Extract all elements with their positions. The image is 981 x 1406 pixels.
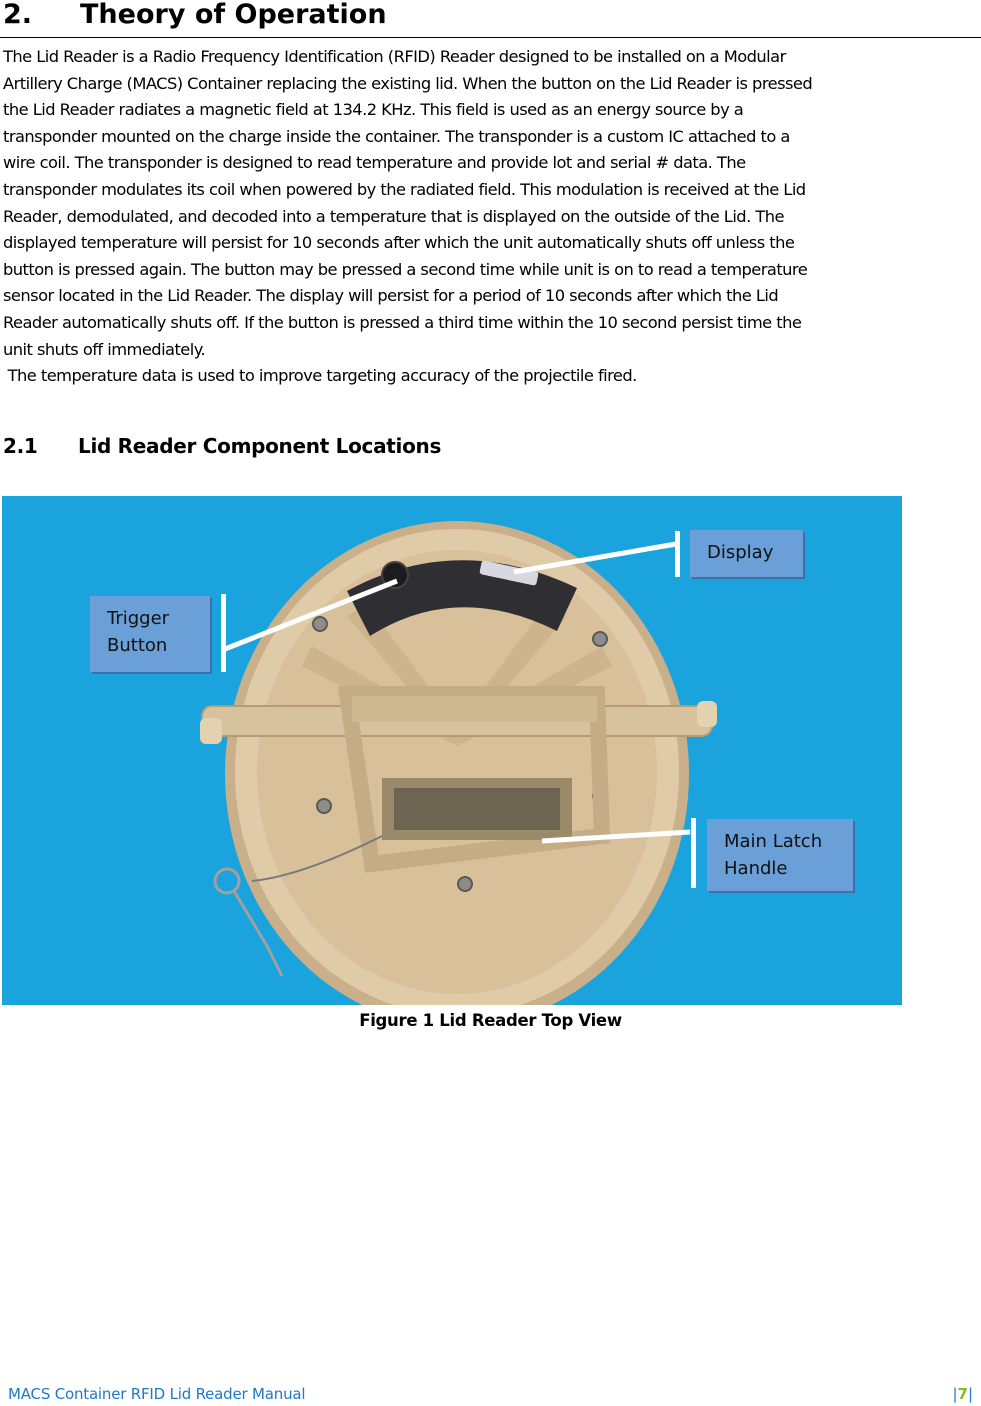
paragraph-line: Artillery Charge (MACS) Container replacing the existing lid. When the button on the Lid Reader is pressed (3, 73, 813, 93)
trigger-button-callout (90, 596, 210, 672)
subsection-title: Lid Reader Component Locations (78, 434, 442, 458)
callout-label: Button (107, 635, 168, 656)
paragraph-line: displayed temperature will persist for 10 seconds after which the unit automatically shuts off unless the (3, 233, 795, 253)
paragraph-line: sensor located in the Lid Reader. The display will persist for a period of 10 seconds after which the Lid (3, 286, 779, 306)
section-title: Theory of Operation (80, 0, 387, 30)
footer-page-number: |7| (952, 1385, 973, 1403)
callout-label: Trigger (107, 608, 170, 629)
main-latch-handle-callout (707, 819, 853, 891)
paragraph-line: The temperature data is used to improve targeting accuracy of the projectile fired. (3, 366, 637, 386)
paragraph-line: The Lid Reader is a Radio Frequency Identification (RFID) Reader designed to be installed on a Modular (3, 47, 786, 66)
subsection-number: 2.1 (3, 434, 38, 458)
section-heading (0, 0, 981, 38)
paragraph-line: transponder modulates its coil when powered by the radiated field. This modulation is received at the Lid (3, 179, 806, 199)
figure-caption: Figure 1 Lid Reader Top View (359, 1011, 622, 1030)
section-number: 2. (3, 0, 33, 30)
paragraph-line: the Lid Reader radiates a magnetic field at 134.2 KHz. This field is used as an energy source by a (3, 100, 744, 120)
lid-reader-photo (2, 496, 902, 1005)
paragraph-line: button is pressed again. The button may be pressed a second time while unit is on to read a temperature (3, 259, 808, 279)
paragraph-line: Reader, demodulated, and decoded into a temperature that is displayed on the outside of the Lid. The (3, 206, 784, 226)
paragraph-line: transponder mounted on the charge inside the container. The transponder is a custom IC attached to a (3, 126, 790, 146)
paragraph-line: Reader automatically shuts off. If the button is pressed a third time within the 10 second persist time the (3, 312, 802, 332)
callout-label: Handle (724, 858, 788, 879)
display-callout (690, 530, 803, 577)
callout-label: Main Latch (724, 831, 823, 852)
subsection-heading (3, 431, 442, 461)
paragraph-line: unit shuts off immediately. (3, 339, 206, 359)
callout-label: Display (707, 542, 774, 563)
theory-paragraph (3, 44, 978, 390)
footer-doc-title: MACS Container RFID Lid Reader Manual (8, 1385, 306, 1403)
paragraph-line: wire coil. The transponder is designed to read temperature and provide lot and serial # data. The (3, 153, 746, 173)
page-number: 7 (957, 1385, 968, 1403)
